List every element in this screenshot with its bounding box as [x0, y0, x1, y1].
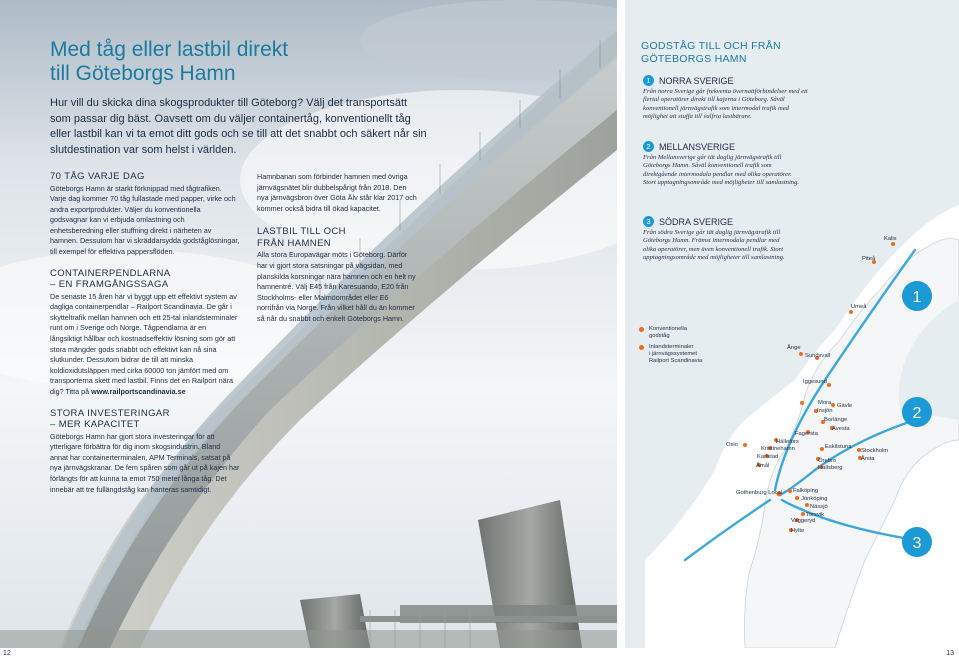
route-number-1: 1: [643, 75, 654, 86]
city-fagersta: Fagersta: [795, 431, 818, 437]
right-column: [257, 172, 417, 325]
heading-line: STORA INVESTERINGAR: [50, 407, 170, 419]
heading-line: CONTAINERPENDLARNA: [50, 267, 171, 279]
region-label-3: 3: [912, 535, 922, 552]
city-stockholm: Stockholm: [861, 448, 889, 454]
heading-line: LASTBIL TILL OCH: [257, 226, 346, 238]
city-kalix: Kalix: [884, 236, 897, 242]
city-hallsberg: Hallsberg: [818, 465, 843, 471]
region-label-2: 2: [912, 405, 922, 422]
city-gavle: Gävle: [837, 403, 853, 409]
section-text-container: [50, 292, 240, 398]
route-north: [643, 75, 813, 122]
heading-line: – EN FRAMGÅNGSSAGA: [50, 279, 169, 291]
legend-inland: [639, 344, 702, 365]
city-borlange: Borlänge: [824, 417, 848, 423]
city-kristinehamn: Kristinehamn: [761, 446, 795, 452]
city-mora: Mora: [818, 400, 832, 406]
legend-text: Konventionella: [649, 326, 688, 332]
orange-dot-icon: [639, 327, 644, 332]
left-column: [50, 171, 240, 495]
route-south: [643, 216, 793, 263]
route-name: SÖDRA SVERIGE: [659, 216, 734, 227]
route-description: Från Mellansverige går tät daglig järnvägstrafik till Göteborgs Hamn. Såväl konventionell trafik som direktgående intermodala pendlar med olika operatörer. Stort upptagningsområde med möjligheter till samlastning.: [643, 154, 800, 187]
title-line-1: Med tåg eller lastbil direkt: [50, 38, 289, 61]
title-line-2: till Göteborgs Hamn: [50, 62, 236, 85]
route-name: MELLANSVERIGE: [659, 141, 736, 152]
region-label-1: 1: [912, 289, 922, 306]
city-arsta: Årsta: [861, 456, 875, 462]
city-hallefors: Hällefors: [776, 439, 799, 445]
section-heading-trains: 70 TÅG VARJE DAG: [50, 171, 145, 182]
section-heading-truck: [257, 226, 417, 249]
heading-line: FRÅN HAMNEN: [257, 237, 332, 249]
legend-text: Inlandsterminaler: [649, 344, 694, 350]
city-falkoping: Falköping: [793, 488, 819, 494]
city-orebro: Örebro: [818, 458, 837, 464]
city-insjon: Insjön: [817, 408, 833, 414]
route-number-3: 3: [643, 216, 654, 227]
orange-dot-icon: [639, 345, 644, 350]
intro-paragraph: Hur vill du skicka dina skogsprodukter till Göteborg? Välj det transportsätt som passar dig bäst. Oavsett om du väljer containertåg, konventionellt tåg eller lastbil kan vi ta emot ditt gods och se till att det snabbt och säkert når sin slutdestination var som helst i världen.: [50, 97, 427, 156]
city-umea: Umeå: [851, 304, 867, 310]
route-number-2: 2: [643, 141, 654, 152]
map-title: [641, 40, 841, 66]
route-name: NORRA SVERIGE: [659, 75, 734, 86]
route-description: Från norra Sverige går frekventa övernattförbindelser med ett flertal operatörer direkt till kajerna i Göteborg. Såväl konventionell järnvägstrafik som intermodal trafik med möjlighet att stuffa till valfria lastbärare.: [643, 88, 808, 121]
city-hylte: Hylte: [791, 528, 805, 534]
city-pitea: Piteå: [862, 256, 876, 262]
title-line-2: GÖTEBORGS HAMN: [641, 53, 747, 65]
section-text-trains: Göteborgs Hamn är starkt förknippad med tågtrafiken. Varje dag kommer 70 tåg fullastade med papper, virke och andra exportprodukter. Väljer du konventionella godsvagnar kan vi erbjuda omlastning och enhetsberedning eller stuffning direkt i närheten av hamnen. Dessutom har vi skräddarsydda godståglösningar, till exempel för effektiva pappersflöden.: [50, 183, 240, 257]
section-text-investments: Göteborgs Hamn har gjort stora investeringar för att ytterligare förbättra för dig inom skogsindustrin. Bland annat har containerterminalen, APM Terminals, satsat på nya järnvägskranar. De fem spåren som går ut på kajen har förlängts för att kunna ta emot 750 meter långa tåg. Det innebär att tre fullängdståg kan hanteras samtidigt.: [50, 431, 240, 494]
page-number-left: 12: [3, 650, 11, 657]
city-eskilstuna: Eskilstuna: [825, 444, 852, 450]
city-amal: Åmål: [756, 463, 770, 469]
section-text-hamnbanan: Hamnbanan som förbinder hamnen med övriga järnvägsnätet blir dubbelspårigt från 2018. Den nya järnvägsbron över Göta Älv står klar 2017 och kommer också bidra till ökad kapacitet.: [257, 172, 417, 213]
body-text: De senaste 15 åren har vi byggt upp ett effektivt system av dagliga containerpendlar – Railport Scandinavia. De går i skytteltrafik mellan hamnen och ett 25-tal inlandsterminaler runt om i Sverige och Norge. Tågpendlarna är en långsiktigt hållbar och kostnadseffektiv lösning som gör att stora mängder gods snabbt och effektivt kan nå sina slutkunder. Dessutom bidrar de till att minska koldioxidutsläppen med cirka 60000 ton jämfört med om transporterna skett med lastbil. Finns det en Railport nära dig? Titta på: [50, 291, 238, 396]
city-sundsvall: Sundsvall: [805, 353, 831, 359]
section-heading-container: [50, 268, 240, 291]
section-heading-investments: [50, 408, 240, 431]
route-middle: [643, 141, 803, 188]
city-jonkoping: Jönköping: [801, 496, 828, 502]
city-ange: Ånge: [787, 345, 801, 351]
city-iggesund: Iggesund: [803, 379, 827, 385]
city-avesta: Avesta: [832, 426, 850, 432]
city-karlstad: Karlstad: [757, 454, 779, 460]
legend-conventional: [639, 326, 702, 340]
city-nassjo: Nässjö: [810, 504, 828, 510]
page-title: [50, 38, 350, 86]
route-description: Från södra Sverige går tät daglig järnvägstrafik till Göteborgs Hamn. Främst intermodala pendlar med olika operatörer, men även konventionell trafik. Stort upptagningsområde med möjligheter till samlastning.: [643, 229, 785, 262]
legend-text: i järnvägssystemet: [649, 351, 698, 357]
right-page: [625, 0, 959, 648]
title-line-1: GODSTÅG TILL OCH FRÅN: [641, 40, 781, 52]
page-footer: [0, 648, 959, 660]
city-torsvik: Torsvik: [806, 512, 825, 518]
map-legend: [639, 326, 702, 369]
legend-text: Railport Scandinavia: [649, 358, 703, 364]
section-text-truck: Alla stora Europavägar möts i Göteborg. Därför har vi gjort stora satsningar på vägsidan, med planskilda korsningar nära hamnen och en helt ny hamnentré. Välj E45 från Karesuando, E20 från Stockholms- eller Malmöområdet eller E6 norrifrån via Norge. Från vilket håll du än kommer så når du snabbt och enkelt Göteborgs Hamn.: [257, 250, 416, 323]
page-number-right: 13: [946, 650, 954, 657]
railport-link[interactable]: www.railportscandinavia.se: [91, 387, 186, 396]
city-vaggeryd: Vaggeryd: [791, 518, 816, 524]
legend-text: godståg: [649, 333, 670, 339]
city-oslo: Oslo: [726, 442, 738, 448]
heading-line: – MER KAPACITET: [50, 419, 140, 431]
city-goteborg: Gothenburg Local: [736, 490, 783, 496]
